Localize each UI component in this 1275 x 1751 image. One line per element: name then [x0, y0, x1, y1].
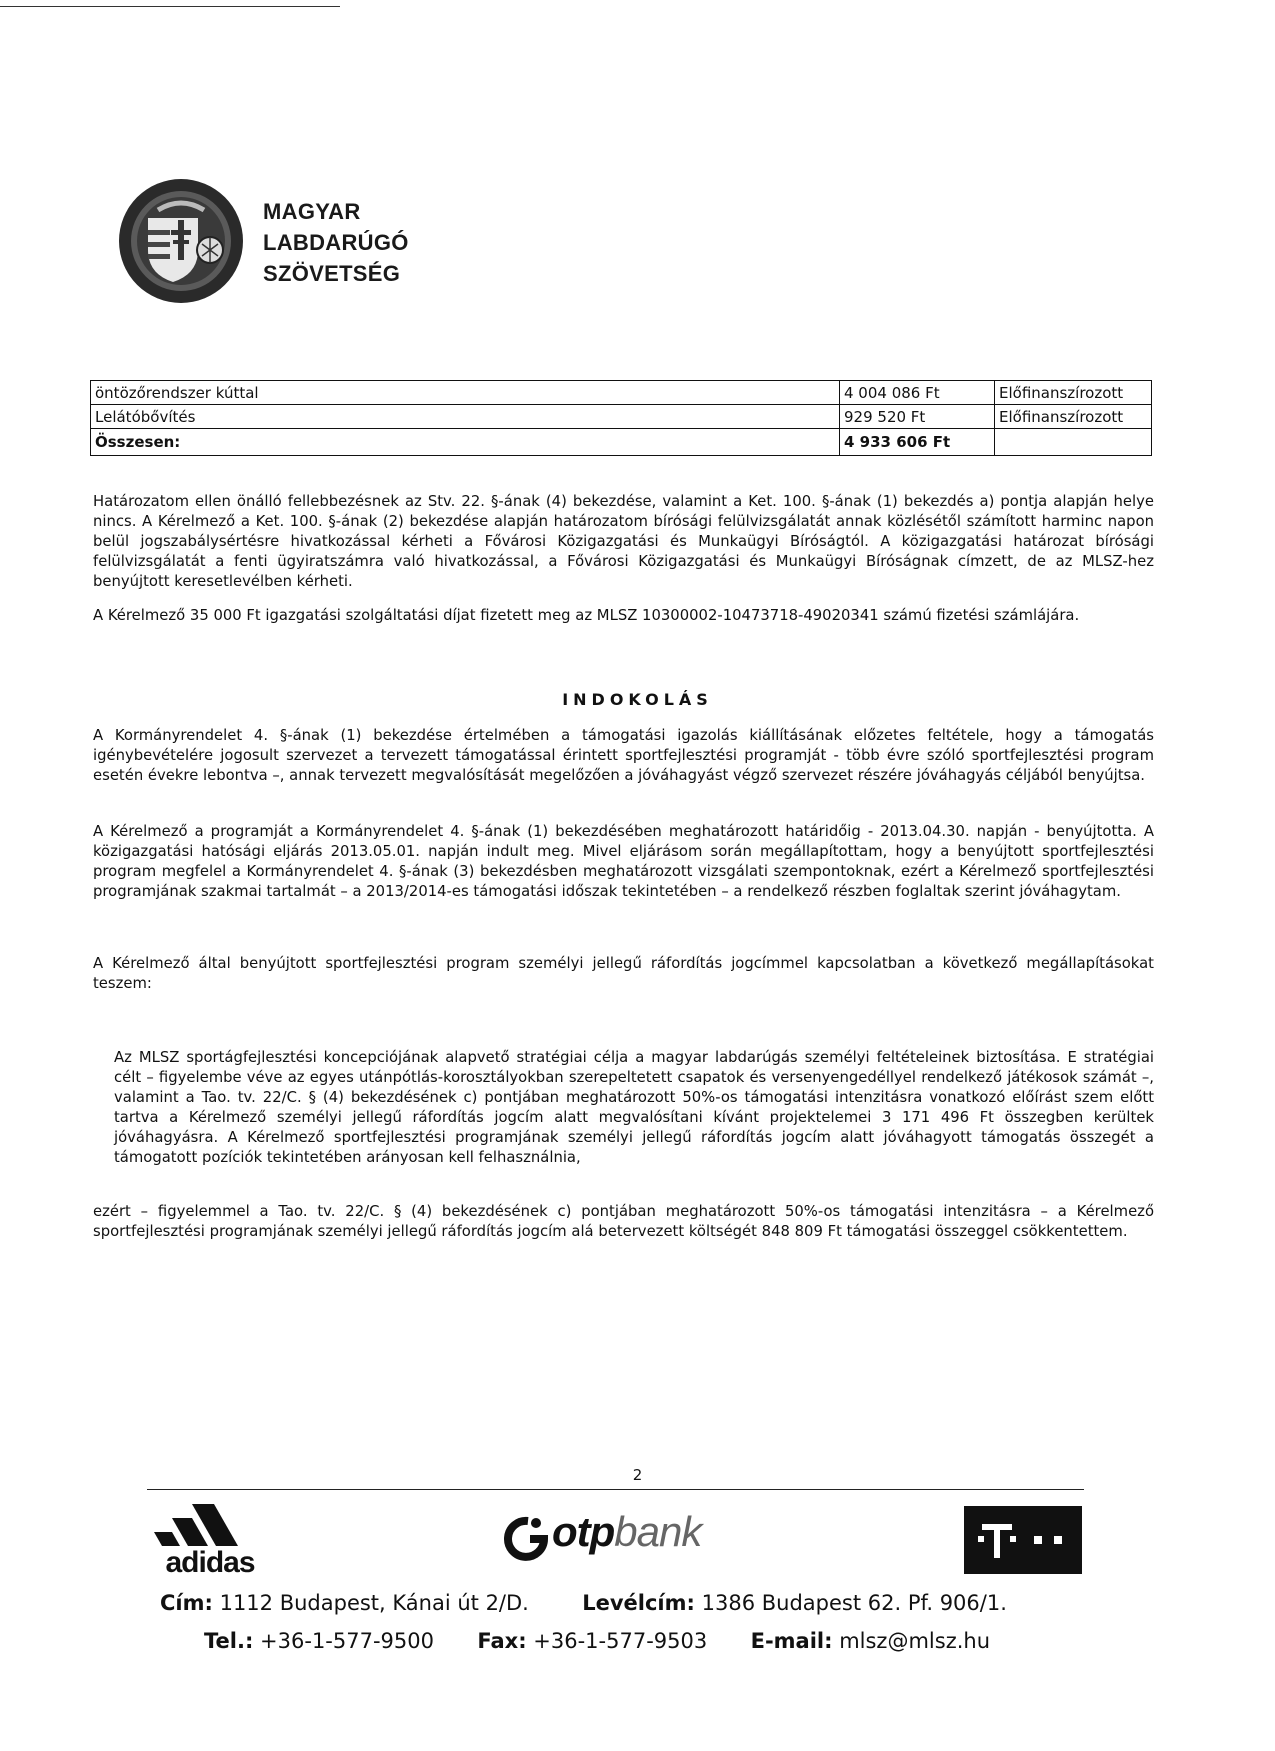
mail-label: Levélcím:	[582, 1591, 695, 1615]
top-rule	[0, 6, 340, 7]
footer-rule	[147, 1489, 1084, 1490]
footer-contact	[160, 1584, 1140, 1660]
org-name-line-2: LABDARÚGÓ	[263, 230, 409, 255]
mail-value: 1386 Budapest 62. Pf. 906/1.	[701, 1591, 1007, 1615]
email-label: E-mail:	[750, 1629, 833, 1653]
total-status	[995, 429, 1152, 456]
regulation-paragraph: A Kormányrendelet 4. §-ának (1) bekezdése értelmében a támogatási igazolás kiállításának előzetes feltétele, hogy a támogatás igénybevételére jogosult szervezet a tervezett támogatással érintett sportfejlesztési programját - több évre szóló sportfejlesztési program esetén évekre lebontva –, annak tervezett megvalósítását megelőzően a jóváhagyást végző szervezet részére jóváhagyás céljából benyújtsa.	[93, 727, 1154, 784]
tel-value: +36-1-577-9500	[260, 1629, 434, 1653]
status-cell: Előfinanszírozott	[995, 381, 1152, 405]
footer-phone-row	[160, 1622, 1140, 1660]
address-label: Cím:	[160, 1591, 213, 1615]
org-name-line-3: SZÖVETSÉG	[263, 261, 401, 286]
page-number: 2	[632, 1466, 643, 1484]
strategy-paragraph: Az MLSZ sportágfejlesztési koncepciójának alapvető stratégiai célja a magyar labdarúgás személyi feltételeinek biztosítása. E stratégiai célt – figyelembe véve az egyes utánpótlás-korosztályokban szerepeltetett csapatok és versenyengedéllyel rendelkező játékosok számát –, valamint a Tao. tv. 22/C. § (4) bekezdésének c) pontjában meghatározott 50%-os támogatási intenzitásra vonatkozó előírást szem előtt tartva a Kérelmező személyi jellegű ráfordítás jogcím alatt megvalósítani kívánt projektelemei 3 171 496 Ft összegben kerültek jóváhagyásra. A Kérelmező sportfejlesztési programjának személyi jellegű ráfordítás jogcím alatt jóváhagyott támogatás összegét a támogatott pozíciók tekintetében arányosan kell felhasználnia,	[114, 1049, 1154, 1166]
appeal-paragraph: Határozatom ellen önálló fellebbezésnek az Stv. 22. §-ának (4) bekezdése, valamint a Ket. 100. §-ának (1) bekezdés a) pontja alapján helye nincs. A Kérelmező a Ket. 100. §-ának (2) bekezdése alapján határozatom bírósági felülvizsgálatát annak közlésétől számított harminc napon belül jogszabálysértésre hivatkozással kérheti a Fővárosi Közigazgatási és Munkaügyi Bíróságtól. A közigazgatási határozat bírósági felülvizsgálatát a fenti ügyiratszámra való hivatkozással, a Fővárosi Közigazgatási és Munkaügyi Bíróságnak címzett, de az MLSZ-hez benyújtott keresetlevélben kérheti.	[93, 493, 1154, 590]
email-link[interactable]: mlsz@mlsz.hu	[839, 1629, 991, 1653]
address-value: 1112 Budapest, Kánai út 2/D.	[219, 1591, 529, 1615]
telekom-logo	[964, 1506, 1082, 1574]
footer-address-row	[160, 1584, 1140, 1622]
amount-cell: 4 004 086 Ft	[840, 381, 995, 405]
amount-cell: 929 520 Ft	[840, 405, 995, 429]
fee-paragraph: A Kérelmező 35 000 Ft igazgatási szolgáltatási díjat fizetett meg az MLSZ 10300002-10473718-49020341 számú fizetési számlájára.	[93, 607, 1080, 624]
total-amount: 4 933 606 Ft	[840, 429, 995, 456]
fax-label: Fax:	[477, 1629, 527, 1653]
otpbank-wordmark	[552, 1508, 701, 1556]
table-row	[91, 405, 1152, 429]
org-name-line-1: MAGYAR	[263, 199, 361, 224]
section-heading: INDOKOLÁS	[562, 690, 713, 709]
reduction-paragraph: ezért – figyelemmel a Tao. tv. 22/C. § (4) bekezdésének c) pontjában meghatározott 50%-os támogatási intenzitásra – a Kérelmező sportfejlesztési programjának személyi jellegű ráfordítás jogcím alá betervezett költségét 848 809 Ft támogatási összeggel csökkentettem.	[93, 1203, 1154, 1240]
findings-intro-paragraph: A Kérelmező által benyújtott sportfejlesztési program személyi jellegű ráfordítás jogcímmel kapcsolatban a következő megállapításokat teszem:	[93, 955, 1154, 992]
mlsz-crest-logo	[118, 178, 244, 304]
tel-label: Tel.:	[204, 1629, 254, 1653]
table-row	[91, 381, 1152, 405]
otpbank-symbol-icon	[500, 1513, 550, 1563]
item-cell: öntözőrendszer kúttal	[91, 381, 840, 405]
otp-bold-text: otp	[552, 1508, 615, 1555]
total-row	[91, 429, 1152, 456]
fax-value: +36-1-577-9503	[533, 1629, 708, 1653]
status-cell: Előfinanszírozott	[995, 405, 1152, 429]
item-cell: Lelátóbővítés	[91, 405, 840, 429]
adidas-wordmark: adidas	[165, 1546, 255, 1579]
otp-light-text: bank	[614, 1508, 702, 1555]
total-label: Összesen:	[91, 429, 840, 456]
submission-paragraph: A Kérelmező a programját a Kormányrendelet 4. §-ának (1) bekezdésében meghatározott határidőig - 2013.04.30. napján - benyújtotta. A közigazgatási hatósági eljárás 2013.05.01. napján indult meg. Mivel eljárásom során megállapítottam, hogy a benyújtott sportfejlesztési program megfelel a Kormányrendelet 4. §-ának (3) bekezdésben meghatározott vizsgálati szempontoknak, ezért a Kérelmező sportfejlesztési programjának szakmai tartalmát – a 2013/2014-es támogatási időszak tekintetében – a rendelkező részben foglaltak szerint jóváhagytam.	[93, 823, 1154, 900]
financing-table	[90, 380, 1152, 456]
org-name	[263, 196, 409, 289]
